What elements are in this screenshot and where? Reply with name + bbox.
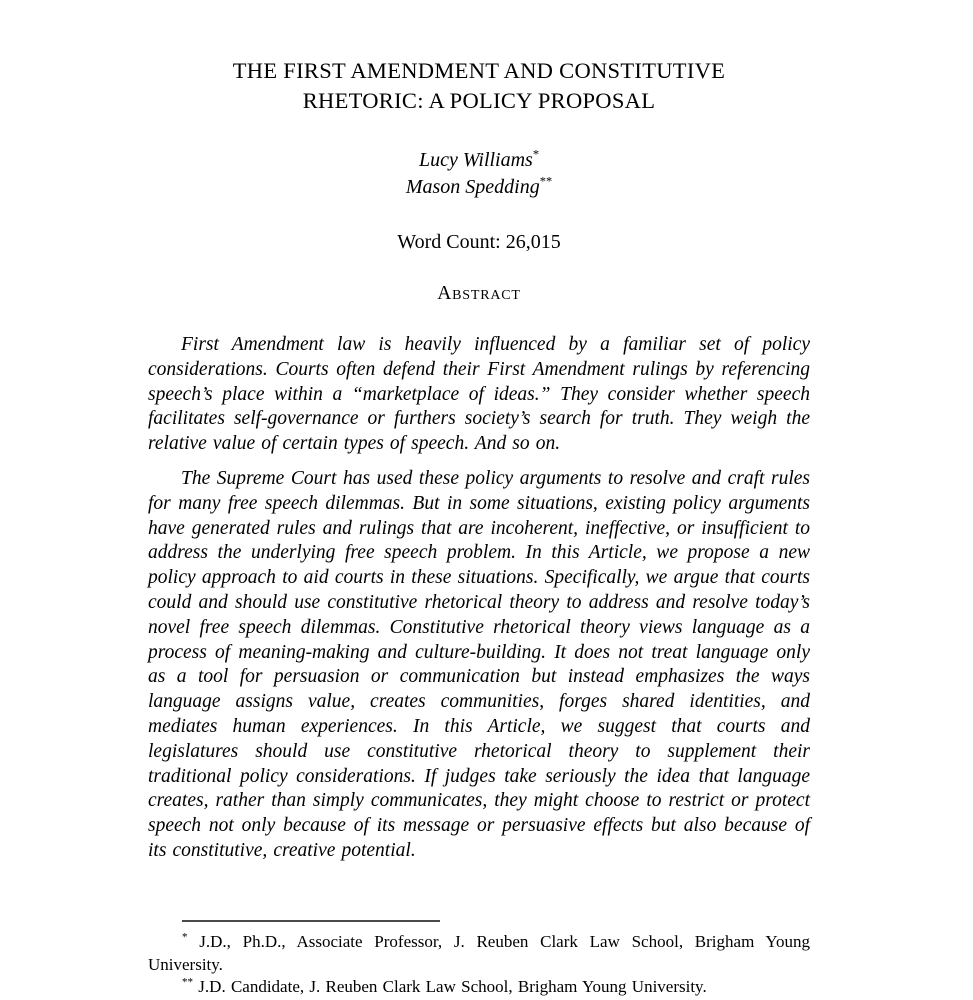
footnote-1-marker: * bbox=[182, 931, 188, 944]
abstract-paragraph-1: First Amendment law is heavily influenced by a familiar set of policy considerations. Courts often defend their First Amendment rulings by referencing speech’s place within a “marketplace of ideas.” They consider whether speech facilitates self-governance or furthers society’s search for truth. They weigh the relative value of certain types of speech. And so on. bbox=[148, 334, 810, 455]
footnote-1 bbox=[148, 931, 810, 976]
title-line-1: THE FIRST AMENDMENT AND CONSTITUTIVE bbox=[232, 58, 726, 83]
author-2-name: Mason Spedding bbox=[405, 176, 540, 198]
article-title bbox=[148, 56, 810, 116]
abstract-heading: Abstract bbox=[437, 283, 521, 304]
author-1-name: Lucy Williams bbox=[418, 149, 533, 171]
author-1-footnote-marker: * bbox=[532, 147, 540, 162]
footnote-separator bbox=[182, 920, 440, 922]
footnote-2 bbox=[148, 976, 810, 999]
abstract-paragraph-2: The Supreme Court has used these policy arguments to resolve and craft rules for many free speech dilemmas. But in some situations, existing policy arguments have generated rules and rulings that are incoherent, ineffective, or insufficient to address the underlying free speech problem. In this Article, we propose a new policy approach to aid courts in these situations. Specifically, we argue that courts could and should use constitutive rhetorical theory to address and resolve today’s novel free speech dilemmas. Constitutive rhetorical theory views language as a process of meaning-making and culture-building. It does not treat language only as a tool for persuasion or communication but instead emphasizes the ways language assigns value, creates communities, forges shared identities, and mediates human experiences. In this Article, we suggest that courts and legislatures should use constitutive rhetorical theory to supplement their traditional policy considerations. If judges take seriously the idea that language creates, rather than simply communicates, they might choose to restrict or protect speech not only because of its message or persuasive effects but also because of its constitutive, creative potential. bbox=[148, 467, 810, 861]
footnote-2-text: J.D. Candidate, J. Reuben Clark Law School, Brigham Young University. bbox=[198, 977, 707, 997]
page-content bbox=[148, 56, 810, 864]
word-count-label: Word Count: bbox=[397, 231, 501, 253]
author-1 bbox=[148, 147, 810, 174]
author-2 bbox=[148, 174, 810, 201]
footnote-section bbox=[148, 920, 810, 999]
word-count bbox=[148, 230, 810, 254]
word-count-value: 26,015 bbox=[505, 231, 561, 253]
footnote-1-text: J.D., Ph.D., Associate Professor, J. Reuben Clark Law School, Brigham Young University. bbox=[148, 932, 810, 974]
title-line-2: RHETORIC: A POLICY PROPOSAL bbox=[302, 88, 656, 113]
author-block bbox=[148, 147, 810, 201]
footnote-2-marker: ** bbox=[182, 976, 194, 989]
author-2-footnote-marker: ** bbox=[539, 174, 553, 189]
